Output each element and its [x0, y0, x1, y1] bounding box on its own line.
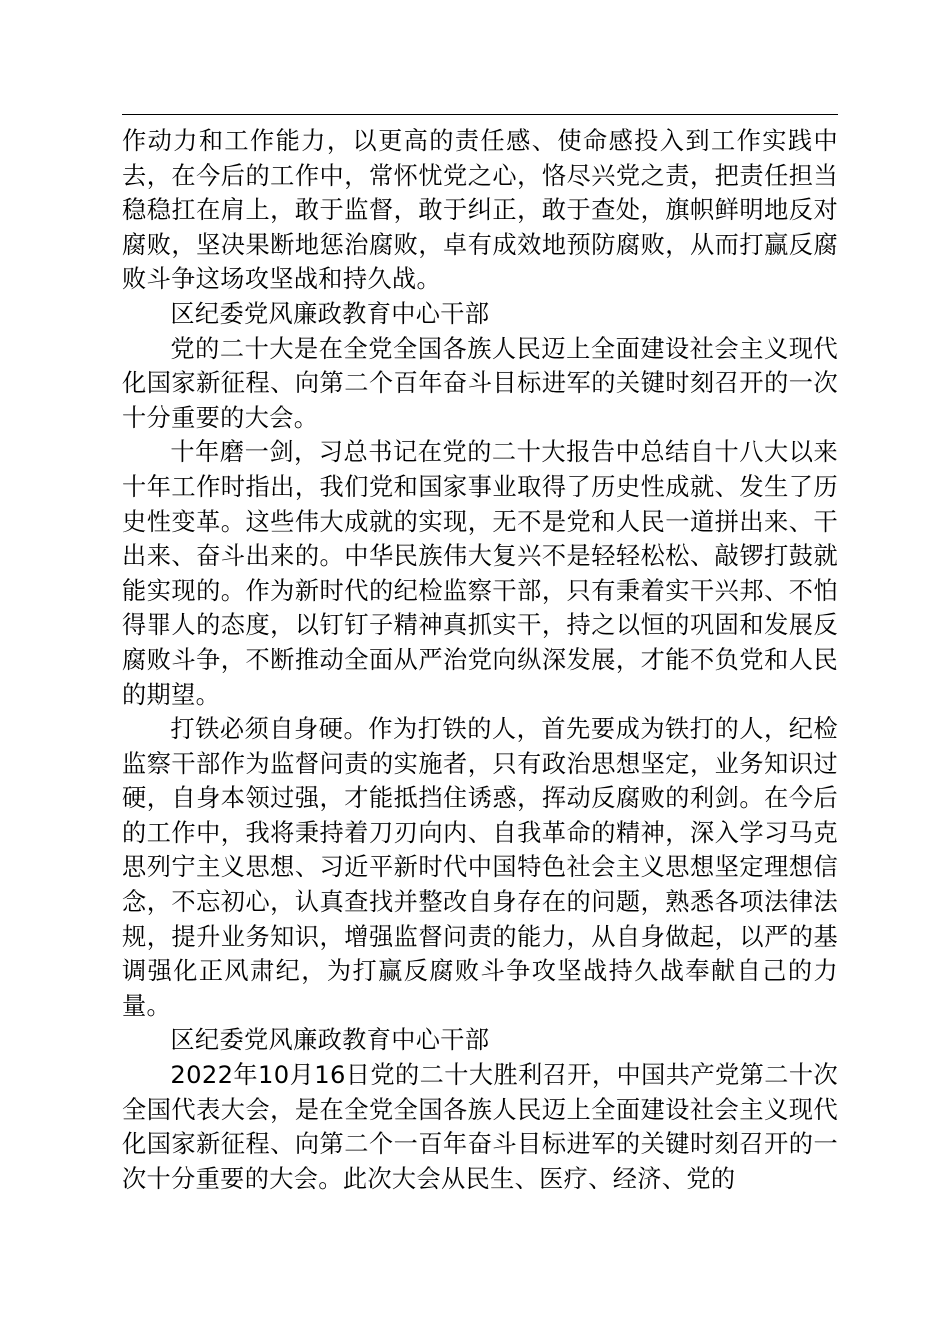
author-signature: 区纪委党风廉政教育中心干部	[170, 1026, 490, 1055]
paragraph: 十年磨一剑，习总书记在党的二十大报告中总结自十八大以来十年工作时指出，我们党和国家事业取得了历史性成就、发生了历史性变革。这些伟大成就的实现，无不是党和人民一道拼出来、干出来、奋斗出来的。中华民族伟大复兴不是轻轻松松、敲锣打鼓就能实现的。作为新时代的纪检监察干部，只有秉着实干兴邦、不怕得罪人的态度，以钉钉子精神真抓实干，持之以恒的巩固和发展反腐败斗争，不断推动全面从严治党向纵深发展，才能不负党和人民的期望。	[122, 438, 838, 709]
author-signature: 区纪委党风廉政教育中心干部	[170, 299, 490, 328]
header-rule	[122, 114, 838, 115]
paragraph-continuation: 作动力和工作能力，以更高的责任感、使命感投入到工作实践中去，在今后的工作中，常怀忧党之心，恪尽兴党之责，把责任担当稳稳扛在肩上，敢于监督，敢于纠正，敢于查处，旗帜鲜明地反对腐败，坚决果断地惩治腐败，卓有成效地预防腐败，从而打赢反腐败斗争这场攻坚战和持久战。	[122, 127, 838, 294]
paragraph: 党的二十大是在全党全国各族人民迈上全面建设社会主义现代化国家新征程、向第二个百年奋斗目标进军的关键时刻召开的一次十分重要的大会。	[122, 334, 838, 432]
document-body	[122, 124, 838, 1196]
paragraph: 打铁必须自身硬。作为打铁的人，首先要成为铁打的人，纪检监察干部作为监督问责的实施者，只有政治思想坚定，业务知识过硬，自身本领过强，才能抵挡住诱惑，挥动反腐败的利剑。在今后的工作中，我将秉持着刀刃向内、自我革命的精神，深入学习马克思列宁主义思想、习近平新时代中国特色社会主义思想坚定理想信念，不忘初心，认真查找并整改自身存在的问题，熟悉各项法律法规，提升业务知识，增强监督问责的能力，从自身做起，以严的基调强化正风肃纪，为打赢反腐败斗争攻坚战持久战奉献自己的力量。	[122, 715, 838, 1020]
paragraph: 2022年10月16日党的二十大胜利召开，中国共产党第二十次全国代表大会，是在全党全国各族人民迈上全面建设社会主义现代化国家新征程、向第二个一百年奋斗目标进军的关键时刻召开的一次十分重要的大会。此次大会从民生、医疗、经济、党的	[122, 1061, 838, 1193]
